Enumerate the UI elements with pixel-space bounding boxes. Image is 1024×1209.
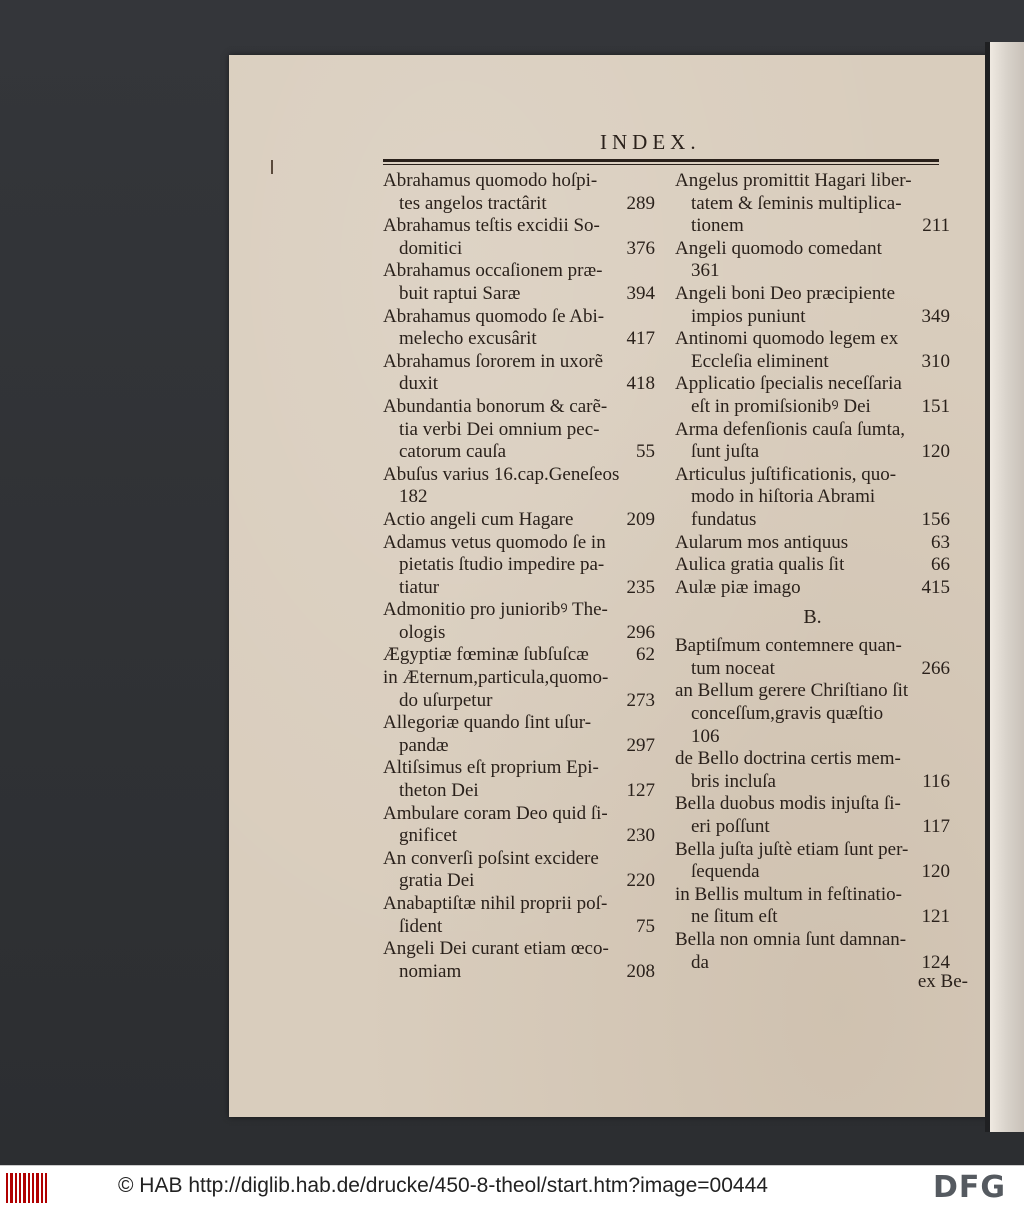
index-entry-text: tia verbi Dei omnium pec-: [399, 418, 600, 440]
page-number: 418: [626, 373, 655, 395]
index-entry-line: [675, 839, 950, 862]
index-column-left: [383, 170, 655, 983]
page-number: 417: [626, 328, 655, 350]
index-entry-line: [383, 577, 655, 600]
index-entry-text: Anabaptiſtæ nihil proprii poſ-: [383, 893, 608, 914]
page-number: 266: [921, 657, 950, 679]
page-number: 63: [931, 531, 950, 553]
index-entry: [675, 839, 950, 884]
index-entry-text: Ægyptiæ fœminæ ſubſuſcæ: [383, 644, 589, 666]
index-entry: [383, 215, 655, 260]
index-entry-text: 361: [691, 260, 720, 282]
index-entry-line: [675, 486, 950, 509]
page-number: 273: [626, 689, 655, 711]
page-number: 289: [626, 192, 655, 214]
index-entry-text: fundatus: [691, 508, 757, 530]
index-entry-text: Abrahamus quomodo hoſpi-: [383, 170, 598, 191]
index-entry-text: Allegoriæ quando ſint uſur-: [383, 712, 592, 734]
index-entry: [675, 283, 950, 328]
index-entry-line: [383, 916, 655, 939]
index-entry-text: Baptiſmum contemnere quan-: [675, 635, 902, 657]
page-number: 220: [626, 870, 655, 892]
index-entry-line: [675, 509, 950, 532]
index-entry-line: [675, 464, 950, 487]
index-entry: [675, 929, 950, 974]
index-column-right: [675, 170, 950, 974]
index-entry-text: An converſi poſsint excidere: [383, 847, 599, 869]
index-entry: [383, 803, 655, 848]
index-entry-text: Angeli boni Deo præcipiente: [675, 282, 896, 304]
page-number: 121: [921, 906, 950, 928]
index-entry-line: [675, 532, 950, 555]
page-number: 75: [636, 915, 655, 937]
index-entries-a: [675, 170, 950, 599]
index-entry-line: [383, 735, 655, 758]
index-entry-line: [675, 816, 950, 839]
index-entry-text: tum noceat: [691, 657, 775, 679]
index-entry-text: catorum cauſa: [399, 441, 507, 463]
index-entry-text: eri poſſunt: [691, 816, 770, 838]
index-entry-text: Altiſsimus eſt proprium Epi-: [383, 757, 599, 779]
index-entry-text: gnificet: [399, 825, 458, 847]
page-number: 120: [921, 861, 950, 883]
page-number: 55: [636, 441, 655, 463]
index-entry-text: tatem & ſeminis multiplica-: [691, 192, 902, 214]
index-entry-text: ologis: [399, 621, 446, 643]
index-entry-line: [383, 509, 655, 532]
index-entry-line: [675, 441, 950, 464]
page-number: 124: [921, 951, 950, 973]
page-number: 116: [922, 770, 950, 792]
index-entry-line: [675, 793, 950, 816]
page-number: 151: [921, 395, 950, 417]
index-entry-line: [383, 396, 655, 419]
index-entry-line: [675, 351, 950, 374]
index-entry-line: [675, 748, 950, 771]
index-entry-text: eſt in promiſsionibꝰ Dei: [691, 395, 871, 417]
index-entry-line: [383, 622, 655, 645]
index-entry-text: Articulus juſtificationis, quo-: [675, 463, 897, 485]
index-entry-text: bris incluſa: [691, 770, 776, 792]
index-entry-text: ſunt juſta: [691, 441, 760, 463]
footer-bar: [0, 1165, 1024, 1209]
page-number: 297: [626, 734, 655, 756]
page-number: 66: [931, 554, 950, 576]
index-entry-line: [675, 658, 950, 681]
index-entry-text: melecho excusârit: [399, 328, 537, 350]
index-entry: [675, 170, 950, 238]
index-entry: [383, 938, 655, 983]
index-entry-line: [675, 283, 950, 306]
index-entry: [383, 644, 655, 667]
page-number: 62: [636, 644, 655, 666]
index-entry-line: [675, 238, 950, 261]
index-entry-line: [675, 193, 950, 216]
index-entry-line: [383, 825, 655, 848]
index-entry: [675, 238, 950, 283]
index-entry: [383, 893, 655, 938]
index-entry-line: [675, 635, 950, 658]
index-entry-text: Abundantia bonorum & carẽ-: [383, 395, 608, 417]
header-rule-thin: [383, 164, 939, 165]
index-entry-line: [383, 215, 655, 238]
index-entry-line: [383, 283, 655, 306]
index-entry-line: [675, 260, 950, 283]
index-entry: [675, 577, 950, 600]
index-entry-text: Abrahamus occaſionem præ-: [383, 260, 603, 282]
index-entry-line: [675, 929, 950, 952]
index-entry-line: [675, 170, 950, 193]
index-entry-line: [383, 373, 655, 396]
index-entry: [383, 757, 655, 802]
page-number: 156: [921, 508, 950, 530]
page-number: 117: [922, 816, 950, 838]
index-entry-text: theton Dei: [399, 780, 479, 802]
section-heading-b: B.: [803, 606, 822, 629]
index-entry-line: [675, 419, 950, 442]
index-entry-line: [383, 328, 655, 351]
index-entry: [675, 464, 950, 532]
margin-mark: [271, 160, 273, 174]
index-entry-text: Applicatio ſpecialis neceſſaria: [675, 373, 902, 395]
index-entry: [383, 170, 655, 215]
index-entry-line: [383, 893, 655, 916]
index-entry-text: Bella juſta juſtè etiam ſunt per-: [675, 838, 909, 860]
index-entry-line: [675, 861, 950, 884]
index-entry-text: do uſurpetur: [399, 689, 493, 711]
page-number: 394: [626, 282, 655, 304]
index-entry-text: da: [691, 951, 709, 973]
index-entry-line: [383, 306, 655, 329]
page-number: 127: [626, 780, 655, 802]
index-entry-line: [675, 373, 950, 396]
index-entry-text: pietatis ſtudio impedire pa-: [399, 554, 605, 576]
index-entry-text: Bella non omnia ſunt damnan-: [675, 929, 907, 950]
index-entry-text: tes angelos tractârit: [399, 192, 547, 214]
index-entry-line: [383, 803, 655, 826]
index-entry-text: an Bellum gerere Chriſtiano ſit: [675, 680, 909, 702]
index-entry-text: 182: [399, 486, 428, 508]
next-page-edge: [990, 42, 1024, 1132]
index-entry-text: Abrahamus quomodo ſe Abi-: [383, 305, 605, 327]
page-number: 376: [626, 237, 655, 259]
index-entry-line: [675, 703, 950, 726]
index-entry: [383, 712, 655, 757]
index-entry-text: ſequenda: [691, 861, 760, 883]
index-entry-text: tionem: [691, 215, 744, 237]
index-entry-line: [383, 667, 655, 690]
index-entry-text: Eccleſia eliminent: [691, 350, 829, 372]
index-entry-line: [675, 554, 950, 577]
index-entry-line: [383, 938, 655, 961]
index-entry-text: tiatur: [399, 576, 440, 598]
index-entry-line: [383, 532, 655, 555]
index-entry-text: Abrahamus ſororem in uxorẽ: [383, 350, 604, 372]
index-entry-text: in Æternum,particula,quomo-: [383, 667, 609, 689]
index-entry: [675, 419, 950, 464]
index-entry-line: [383, 599, 655, 622]
index-entry-line: [383, 351, 655, 374]
index-entry-line: [383, 757, 655, 780]
page-number: 120: [921, 441, 950, 463]
index-entry-line: [383, 690, 655, 713]
index-entry: [675, 554, 950, 577]
index-entry-line: [675, 328, 950, 351]
index-entry-text: Admonitio pro junioribꝰ The-: [383, 599, 608, 621]
index-entry-line: [383, 193, 655, 216]
index-entry: [675, 793, 950, 838]
index-entry-line: [383, 961, 655, 984]
page-number: 209: [626, 508, 655, 530]
index-entry-text: ſident: [399, 915, 443, 937]
index-entry-line: [383, 238, 655, 261]
index-entry-line: [675, 884, 950, 907]
index-entry: [383, 667, 655, 712]
index-entry-text: Angeli Dei curant etiam œco-: [383, 938, 609, 960]
index-entry-line: [383, 441, 655, 464]
index-entry-text: Actio angeli cum Hagare: [383, 508, 574, 530]
page-number: 349: [921, 305, 950, 327]
index-entry-line: [383, 870, 655, 893]
page-number: 208: [626, 960, 655, 982]
page-number: 296: [626, 621, 655, 643]
index-entry: [675, 635, 950, 680]
index-entry-line: [383, 712, 655, 735]
running-head: INDEX.: [600, 130, 701, 154]
index-entry: [675, 532, 950, 555]
index-entry-line: [675, 726, 950, 749]
index-entry-text: Angeli quomodo comedant: [675, 237, 882, 259]
index-entry-text: modo in hiſtoria Abrami: [691, 486, 876, 508]
index-entry-line: [675, 396, 950, 419]
index-entry-text: Aularum mos antiquus: [675, 531, 849, 553]
index-entry: [675, 328, 950, 373]
index-entry-line: [675, 215, 950, 238]
index-entry-text: Antinomi quomodo legem ex: [675, 328, 899, 350]
index-entry-line: [383, 260, 655, 283]
index-entry-text: Aulica gratia qualis ſit: [675, 554, 845, 576]
index-entry: [675, 884, 950, 929]
index-entry-line: [675, 771, 950, 794]
index-entries-b: [675, 635, 950, 974]
index-entry-line: [383, 464, 655, 487]
index-entry-text: gratia Dei: [399, 870, 475, 892]
index-entry: [383, 509, 655, 532]
page-number: 211: [922, 215, 950, 237]
index-entry-text: Arma defenſionis cauſa ſumta,: [675, 418, 906, 440]
index-entry-line: [675, 306, 950, 329]
index-entry: [383, 599, 655, 644]
index-entry-line: [383, 780, 655, 803]
catchword: ex Be-: [917, 971, 968, 992]
page-number: 235: [626, 576, 655, 598]
index-entry-text: Bella duobus modis injuſta ſi-: [675, 793, 901, 815]
index-entry-text: nomiam: [399, 960, 462, 982]
index-entry-text: conceſſum,gravis quæſtio: [691, 703, 884, 725]
index-entry-text: buit raptui Saræ: [399, 282, 521, 304]
index-entry-line: [383, 486, 655, 509]
index-entry: [383, 396, 655, 464]
index-entry-line: [675, 906, 950, 929]
index-entry: [383, 260, 655, 305]
index-entry-text: Aulæ piæ imago: [675, 576, 801, 598]
index-entry-text: duxit: [399, 373, 439, 395]
index-entry-line: [675, 680, 950, 703]
index-entry-line: [383, 644, 655, 667]
index-entry-line: [675, 577, 950, 600]
index-entry-line: [383, 170, 655, 193]
index-entry-line: [383, 419, 655, 442]
dfg-logo: DFG: [933, 1170, 1007, 1205]
index-entry-text: 106: [691, 725, 720, 747]
index-entry-text: de Bello doctrina certis mem-: [675, 748, 901, 770]
index-entry-text: Angelus promittit Hagari liber-: [675, 170, 912, 191]
index-entry: [383, 848, 655, 893]
index-entry: [383, 464, 655, 509]
index-entry-text: domitici: [399, 237, 463, 259]
copyright-url: © HAB http://diglib.hab.de/drucke/450-8-theol/start.htm?image=00444: [118, 1174, 768, 1197]
index-entry-text: impios puniunt: [691, 305, 806, 327]
index-entry: [675, 680, 950, 748]
index-entry-text: in Bellis multum in feſtinatio-: [675, 883, 902, 905]
index-entry: [383, 306, 655, 351]
page-number: 310: [921, 350, 950, 372]
index-entry-line: [383, 554, 655, 577]
index-entry-line: [383, 848, 655, 871]
barcode-icon: [6, 1173, 48, 1203]
index-entry-text: Abrahamus teſtis excidii So-: [383, 215, 600, 237]
page-number: 230: [626, 825, 655, 847]
page-number: 415: [921, 576, 950, 598]
index-entry: [675, 748, 950, 793]
index-entry-text: Ambulare coram Deo quid ſi-: [383, 802, 608, 824]
index-entry-text: Adamus vetus quomodo ſe in: [383, 531, 606, 553]
index-entry-text: ne ſitum eſt: [691, 906, 778, 928]
index-entry: [383, 532, 655, 600]
header-rule: [383, 159, 939, 162]
index-entry-text: Abuſus varius 16.cap.Geneſeos: [383, 463, 620, 485]
index-entry: [675, 373, 950, 418]
index-entry: [383, 351, 655, 396]
index-entry-text: pandæ: [399, 734, 449, 756]
